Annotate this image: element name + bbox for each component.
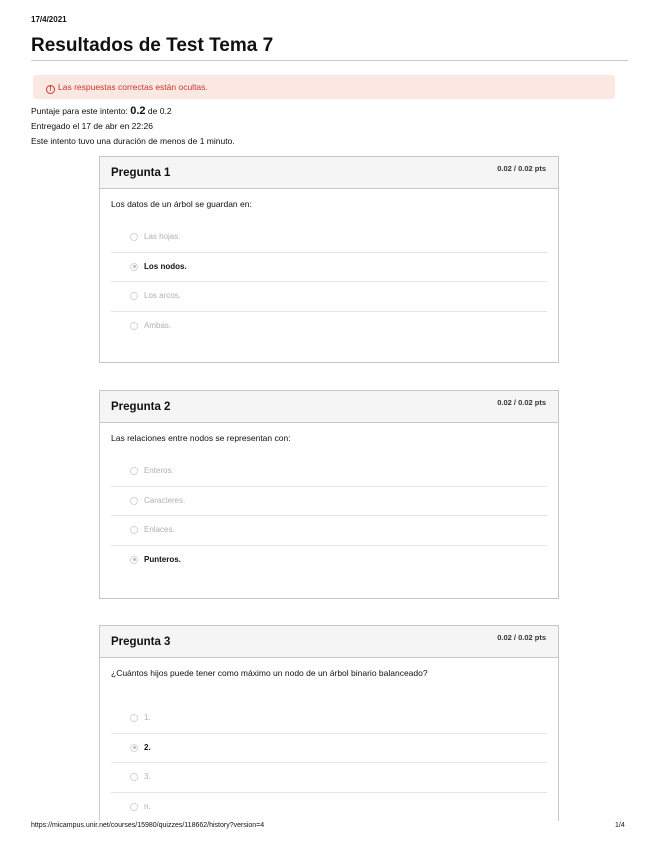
answer-option (111, 793, 547, 823)
footer-page-number: 1/4 (615, 822, 625, 829)
score-value: 0.2 (130, 105, 146, 117)
question-text: Las relaciones entre nodos se representan con: (111, 433, 291, 443)
question-text: ¿Cuántos hijos puede tener como máximo un nodo de un árbol binario balanceado? (111, 668, 428, 678)
question-title: Pregunta 2 (111, 401, 171, 413)
score-suffix: de 0.2 (147, 106, 172, 116)
answer-list (111, 704, 547, 822)
answer-label: Punteros. (144, 554, 181, 564)
radio-button (130, 526, 138, 534)
radio-button (130, 233, 138, 241)
score-line (31, 105, 172, 117)
answer-option-selected (111, 734, 547, 764)
answer-option (111, 282, 547, 312)
answer-label: 1. (144, 713, 151, 722)
radio-button (130, 803, 138, 811)
question-points: 0.02 / 0.02 pts (497, 164, 546, 173)
answer-option (111, 312, 547, 342)
answer-label: Los arcos. (144, 291, 181, 300)
answer-option (111, 487, 547, 517)
print-date: 17/4/2021 (31, 15, 67, 24)
answer-option (111, 223, 547, 253)
alert-text: Las respuestas correctas están ocultas. (58, 82, 208, 92)
answer-option (111, 763, 547, 793)
footer-url: https://micampus.unir.net/courses/15980/quizzes/118662/history?version=4 (31, 822, 265, 829)
answer-option-selected (111, 253, 547, 283)
radio-button (130, 714, 138, 722)
radio-button (130, 322, 138, 330)
question-card (99, 390, 559, 599)
question-header (100, 626, 558, 658)
question-header (100, 157, 558, 189)
score-prefix: Puntaje para este intento: (31, 106, 128, 116)
page-title: Resultados de Test Tema 7 (31, 35, 274, 56)
radio-button (130, 292, 138, 300)
question-points: 0.02 / 0.02 pts (497, 633, 546, 642)
question-text: Los datos de un árbol se guardan en: (111, 199, 252, 209)
answer-label: Enlaces. (144, 525, 175, 534)
hidden-answers-alert (33, 75, 615, 99)
answer-label: Las hojas. (144, 232, 181, 241)
answer-label: Caracteres. (144, 495, 186, 505)
answer-label: n. (144, 801, 151, 811)
question-card (99, 625, 559, 821)
answer-list (111, 457, 547, 575)
radio-button-checked (130, 556, 138, 564)
radio-button-checked (130, 744, 138, 752)
radio-button (130, 497, 138, 505)
radio-button-checked (130, 263, 138, 271)
answer-option (111, 457, 547, 487)
answer-option (111, 516, 547, 546)
question-header (100, 391, 558, 423)
question-points: 0.02 / 0.02 pts (497, 398, 546, 407)
question-title: Pregunta 1 (111, 167, 171, 179)
title-divider (31, 60, 628, 61)
answer-label: Ambas. (144, 320, 172, 330)
question-card (99, 156, 559, 363)
radio-button (130, 467, 138, 475)
submitted-line: Entregado el 17 de abr en 22:26 (31, 121, 153, 131)
duration-line: Este intento tuvo una duración de menos de 1 minuto. (31, 136, 235, 146)
answer-list (111, 223, 547, 341)
answer-option-selected (111, 546, 547, 576)
answer-label: Los nodos. (144, 261, 187, 271)
answer-option (111, 704, 547, 734)
question-title: Pregunta 3 (111, 636, 171, 648)
radio-button (130, 773, 138, 781)
answer-label: 2. (144, 742, 151, 752)
answer-label: 3. (144, 772, 151, 781)
answer-label: Enteros. (144, 466, 174, 475)
exclamation-circle-icon: ! (46, 85, 55, 94)
